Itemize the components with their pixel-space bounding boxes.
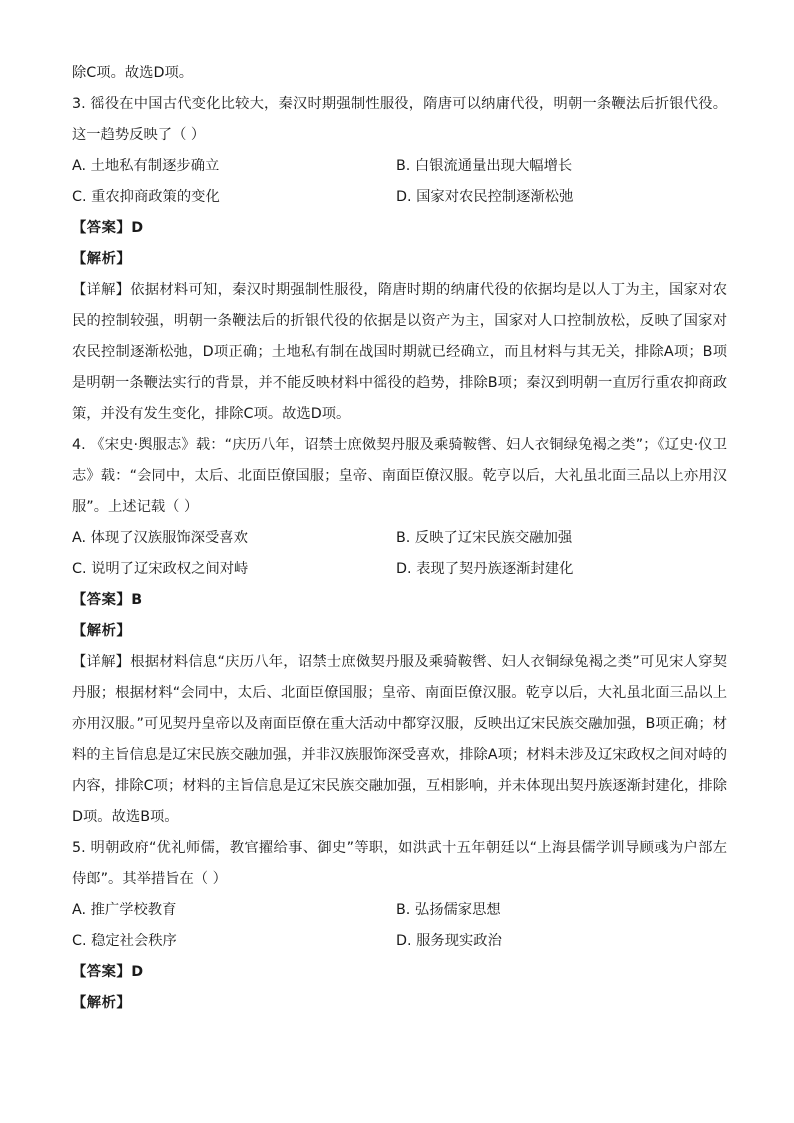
option-d: D. 国家对农民控制逐渐松弛 [396, 189, 574, 205]
options-grid [72, 523, 727, 585]
detail-label: 【详解】 [72, 654, 131, 670]
option-b: B. 弘扬儒家思想 [396, 902, 501, 918]
detail-text: 依据材料可知，秦汉时期强制性服役，隋唐时期的纳庸代役的依据均是以人丁为主，国家对农民的控制较强，明朝一条鞭法后的折银代役的依据是以资产为主，国家对人口控制放松，反映了国家对农民控制逐渐松弛，D项正确；土地私有制在战国时期就已经确立，而且材料与其无关，排除A项；B项是明朝一条鞭法实行的背景，并不能反映材料中徭役的趋势，排除B项；秦汉到明朝一直厉行重农抑商政策，并没有发生变化，排除C项。故选D项。 [72, 282, 727, 422]
options-grid [72, 151, 727, 213]
analysis-label: 【解析】 [72, 995, 132, 1011]
answer-label: 【答案】 [72, 592, 132, 608]
option-b: B. 反映了辽宋民族交融加强 [396, 530, 573, 546]
options-grid [72, 895, 727, 957]
option-c: C. 说明了辽宋政权之间对峙 [72, 561, 249, 577]
question-stem: 5. 明朝政府“优礼师儒，教官擢给事、御史”等职，如洪武十五年朝廷以“上海县儒学训导顾彧为户部左侍郎”。其举措旨在（ ） [72, 840, 727, 887]
option-a: A. 体现了汉族服饰深受喜欢 [72, 530, 248, 546]
detail-text: 根据材料信息“庆历八年，诏禁士庶傚契丹服及乘骑鞍辔、妇人衣铜绿兔褐之类”可见宋人穿契丹服；根据材料“会同中，太后、北面臣僚国服；皇帝、南面臣僚汉服。乾亨以后，大礼虽北面三品以上亦用汉服。”可见契丹皇帝以及南面臣僚在重大活动中都穿汉服，反映出辽宋民族交融加强，B项正确；材料的主旨信息是辽宋民族交融加强，并非汉族服饰深受喜欢，排除A项；材料未涉及辽宋政权之间对峙的内容，排除C项；材料的主旨信息是辽宋民族交融加强，互相影响，并未体现出契丹族逐渐封建化，排除D项。故选B项。 [72, 654, 728, 825]
carryover-text: 除C项。故选D项。 [72, 65, 194, 81]
question-4 [72, 430, 727, 833]
option-a: A. 土地私有制逐步确立 [72, 158, 220, 174]
answer-value: D [131, 220, 144, 236]
answer-label: 【答案】 [72, 220, 132, 236]
document-page [72, 58, 727, 1019]
answer-label: 【答案】 [72, 964, 132, 980]
option-a: A. 推广学校教育 [72, 902, 177, 918]
detail-paragraph [72, 647, 727, 833]
question-5 [72, 833, 727, 1019]
analysis-label: 【解析】 [72, 251, 132, 267]
answer-value: D [131, 964, 144, 980]
option-c: C. 重农抑商政策的变化 [72, 189, 220, 205]
answer-line [72, 957, 727, 988]
detail-paragraph [72, 275, 727, 430]
answer-line [72, 585, 727, 616]
question-stem: 3. 徭役在中国古代变化比较大，秦汉时期强制性服役，隋唐可以纳庸代役，明朝一条鞭法后折银代役。这一趋势反映了（ ） [72, 96, 727, 143]
answer-value: B [131, 592, 143, 608]
option-b: B. 白银流通量出现大幅增长 [396, 158, 573, 174]
question-3 [72, 89, 727, 430]
option-d: D. 表现了契丹族逐渐封建化 [396, 561, 574, 577]
option-c: C. 稳定社会秩序 [72, 933, 177, 949]
option-d: D. 服务现实政治 [396, 933, 502, 949]
detail-label: 【详解】 [72, 282, 131, 298]
answer-line [72, 213, 727, 244]
question-stem: 4. 《宋史·舆服志》载：“庆历八年，诏禁士庶傚契丹服及乘骑鞍辔、妇人衣铜绿兔褐之类”；《辽史·仪卫志》载：“会同中，太后、北面臣僚国服；皇帝、南面臣僚汉服。乾亨以后，大礼虽北面三品以上亦用汉服”。上述记载（ ） [72, 437, 727, 515]
analysis-label: 【解析】 [72, 623, 132, 639]
